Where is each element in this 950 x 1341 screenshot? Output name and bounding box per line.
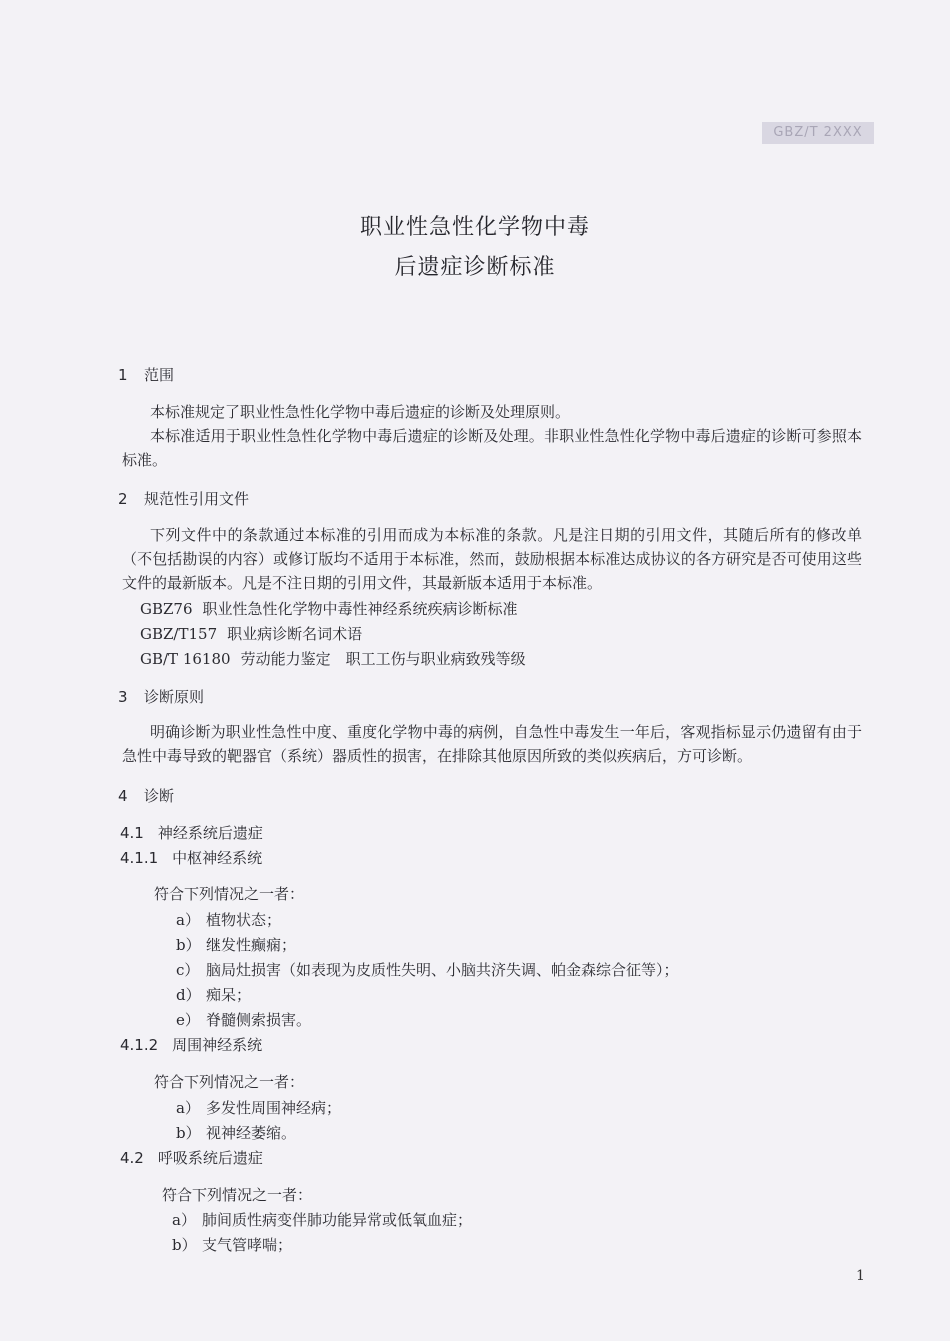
item-marker: a）	[172, 1211, 196, 1229]
reference-title: 职业性急性化学物中毒性神经系统疾病诊断标准	[202, 600, 518, 618]
item-text: 视神经萎缩。	[206, 1124, 297, 1142]
subsection-4-1-2	[120, 1034, 262, 1055]
section-title: 规范性引用文件	[144, 490, 250, 508]
criteria-intro: 符合下列情况之一者：	[154, 1073, 305, 1091]
list-item	[176, 984, 251, 1005]
list-item	[176, 1097, 341, 1118]
list-item	[172, 1234, 292, 1255]
section-number: 2	[118, 490, 128, 508]
section-2-paragraph-1: 下列文件中的条款通过本标准的引用而成为本标准的条款。凡是注日期的引用文件，其随后所有的修改单（不包括勘误的内容）或修订版均不适用于本标准，然而，鼓励根据本标准达成协议的各方研究是否可使用这些文件的最新版本。凡是不注日期的引用文件，其最新版本适用于本标准。	[122, 526, 862, 592]
item-text: 支气管哮喘；	[202, 1236, 293, 1254]
list-item	[176, 909, 281, 930]
list-item	[176, 959, 679, 980]
section-4-heading	[118, 785, 174, 806]
section-number: 4	[118, 787, 128, 805]
reference-code: GBZ76	[140, 600, 193, 618]
reference-item	[140, 598, 518, 619]
item-marker: b）	[176, 936, 201, 954]
title-line-2: 后遗症诊断标准	[394, 255, 556, 280]
item-text: 肺间质性病变伴肺功能异常或低氧血症；	[202, 1211, 473, 1229]
subsection-title: 呼吸系统后遗症	[157, 1149, 263, 1167]
section-1-paragraph-2: 本标准适用于职业性急性化学物中毒后遗症的诊断及处理。非职业性急性化学物中毒后遗症的诊断可参照本标准。	[122, 427, 862, 469]
list-item	[176, 1009, 311, 1030]
list-item	[176, 934, 296, 955]
item-marker: b）	[176, 1124, 201, 1142]
section-2-heading	[118, 488, 249, 509]
subsection-title: 周围神经系统	[172, 1036, 263, 1054]
subsection-number: 4.2	[120, 1149, 144, 1167]
item-marker: d）	[176, 986, 201, 1004]
reference-title: 职业病诊断名词术语	[227, 625, 363, 643]
subsection-number: 4.1.2	[120, 1036, 159, 1054]
reference-code: GB/T 16180	[140, 650, 231, 668]
section-3-paragraph-1: 明确诊断为职业性急性中度、重度化学物中毒的病例，自急性中毒发生一年后，客观指标显示仍遗留有由于急性中毒导致的靶器官（系统）器质性的损害，在排除其他原因所致的类似疾病后，方可诊断。	[122, 723, 862, 765]
criteria-intro: 符合下列情况之一者：	[162, 1186, 313, 1204]
section-1-paragraph-1: 本标准规定了职业性急性化学物中毒后遗症的诊断及处理原则。	[150, 403, 571, 421]
section-title: 诊断原则	[144, 688, 205, 706]
list-item	[172, 1209, 472, 1230]
reference-code: GBZ/T157	[140, 625, 218, 643]
item-marker: a）	[176, 1099, 200, 1117]
section-title: 诊断	[144, 787, 175, 805]
item-text: 植物状态；	[206, 911, 282, 929]
section-title: 范围	[144, 366, 175, 384]
subsection-title: 神经系统后遗症	[157, 824, 263, 842]
item-text: 脊髓侧索损害。	[206, 1011, 312, 1029]
item-marker: c）	[176, 961, 200, 979]
subsection-4-1-1	[120, 847, 262, 868]
section-number: 3	[118, 688, 128, 706]
item-marker: e）	[176, 1011, 200, 1029]
list-item	[176, 1122, 296, 1143]
item-text: 痴呆；	[206, 986, 252, 1004]
section-3-heading	[118, 686, 204, 707]
criteria-intro: 符合下列情况之一者：	[154, 885, 305, 903]
reference-item	[140, 648, 526, 669]
item-text: 继发性癫痫；	[206, 936, 297, 954]
reference-title: 劳动能力鉴定 职工工伤与职业病致残等级	[240, 650, 526, 668]
reference-item	[140, 623, 362, 644]
page-number: 1	[856, 1268, 865, 1284]
title-line-1: 职业性急性化学物中毒	[359, 215, 590, 240]
section-number: 1	[118, 366, 128, 384]
standard-code: GBZ/T 2XXX	[762, 122, 874, 144]
subsection-title: 中枢神经系统	[172, 849, 263, 867]
subsection-4-1	[120, 822, 263, 843]
subsection-4-2	[120, 1147, 263, 1168]
subsection-number: 4.1.1	[120, 849, 159, 867]
subsection-number: 4.1	[120, 824, 144, 842]
item-marker: a）	[176, 911, 200, 929]
section-1-heading	[118, 364, 174, 385]
item-text: 脑局灶损害（如表现为皮质性失明、小脑共济失调、帕金森综合征等）；	[206, 961, 679, 979]
item-text: 多发性周围神经病；	[206, 1099, 342, 1117]
item-marker: b）	[172, 1236, 197, 1254]
